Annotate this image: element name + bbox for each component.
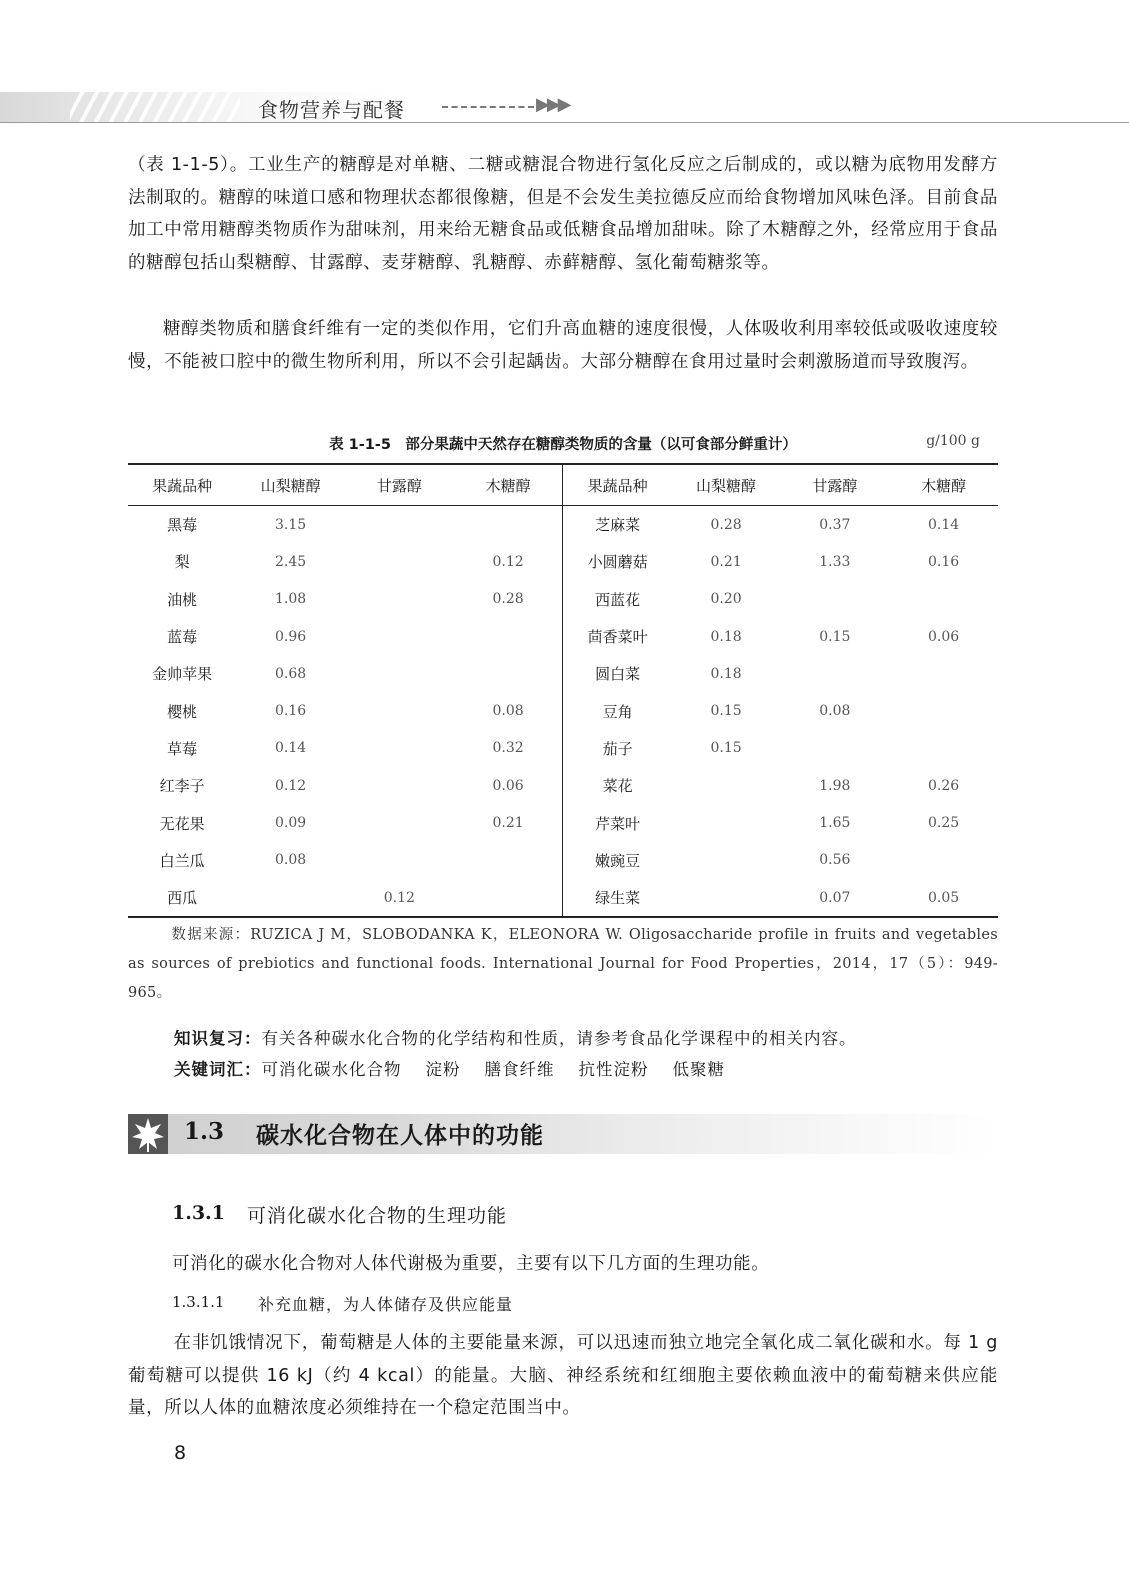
- produce-name-cell: 梨: [174, 553, 190, 572]
- body-paragraph-4: 在非饥饿情况下，葡萄糖是人体的主要能量来源，可以迅速而独立地完全氧化成二氧化碳和水。每 1 g 葡萄糖可以提供 16 kJ（约 4 kcal）的能量。大脑、神经系统和红细胞主要依赖血液中的葡萄糖来供应能量，所以人体的血糖浓度必须维持在一个稳定范围当中。: [128, 1333, 998, 1418]
- col-header: 山梨糖醇: [236, 464, 345, 506]
- value-cell: [345, 842, 454, 879]
- col-header: 甘露醇: [780, 464, 889, 506]
- header-dashes: [442, 106, 534, 108]
- produce-name-cell: 小圆蘑菇: [587, 553, 648, 572]
- value-cell: 0.07: [780, 879, 889, 917]
- knowledge-review: [174, 1025, 857, 1049]
- value-cell: [454, 655, 563, 692]
- value-cell: 0.08: [454, 692, 563, 729]
- body-paragraph-2: 糖醇类物质和膳食纤维有一定的类似作用，它们升高血糖的速度很慢，人体吸收利用率较低或吸收速度较慢，不能被口腔中的微生物所利用，所以不会引起龋齿。大部分糖醇在食用过量时会刺激肠道而导致腹泻。: [128, 319, 998, 372]
- produce-name-cell: 西蓝花: [595, 590, 641, 609]
- keywords: [174, 1056, 749, 1080]
- value-cell: 0.56: [819, 852, 851, 869]
- value-cell: 0.14: [928, 516, 960, 533]
- value-cell: [345, 543, 454, 580]
- value-cell: [236, 879, 345, 917]
- value-cell: 0.96: [274, 628, 307, 645]
- value-cell: 0.06: [928, 628, 960, 645]
- produce-name-cell: 油桃: [167, 590, 198, 609]
- produce-name-cell: 菜花: [602, 777, 633, 796]
- source-citation: RUZICA J M，SLOBODANKA K，ELEONORA W. Oligosaccharide profile in fruits and vegetables as sources of prebiotics and functional foods. International Journal for Food Properties，2014，17（5）：949-965。: [128, 927, 998, 1001]
- keywords-label: 关键词汇：: [174, 1060, 262, 1079]
- value-cell: 0.09: [274, 815, 307, 832]
- value-cell: [345, 692, 454, 729]
- value-cell: [345, 655, 454, 692]
- keyword-term: 可消化碳水化合物: [261, 1060, 402, 1079]
- table-row: [128, 730, 998, 767]
- body-paragraph-1: （表 1-1-5）。工业生产的糖醇是对单糖、二糖或糖混合物进行氢化反应之后制成的，或以糖为底物用发酵方法制取的。糖醇的味道口感和物理状态都很像糖，但是不会发生美拉德反应而给食物增加风味色泽。目前食品加工中常用糖醇类物质作为甜味剂，用来给无糖食品或低糖食品增加甜味。除了木糖醇之外，经常应用于食品的糖醇包括山梨糖醇、甘露醇、麦芽糖醇、乳糖醇、赤藓糖醇、氢化葡萄糖浆等。: [128, 155, 998, 273]
- table-row: [128, 581, 998, 618]
- value-cell: [345, 618, 454, 655]
- header-rule: [0, 122, 1129, 123]
- running-title: 食物营养与配餐: [258, 98, 405, 122]
- produce-name-cell: 金帅苹果: [152, 665, 213, 684]
- value-cell: 0.15: [710, 703, 742, 720]
- produce-name-cell: 蓝莓: [167, 628, 198, 647]
- value-cell: [345, 767, 454, 804]
- value-cell: [889, 730, 998, 767]
- produce-name-cell: 西瓜: [128, 879, 236, 917]
- sugar-alcohol-table: [128, 463, 998, 918]
- table-row: [128, 842, 998, 879]
- table-caption: [128, 433, 998, 457]
- value-cell: [672, 767, 781, 804]
- value-cell: 0.08: [274, 852, 307, 869]
- value-cell: 0.15: [710, 740, 742, 757]
- keyword-term: 低聚糖: [672, 1060, 725, 1079]
- col-header: 甘露醇: [345, 464, 454, 506]
- produce-name-cell: 樱桃: [167, 702, 198, 721]
- knowledge-review-label: 知识复习：: [174, 1029, 262, 1048]
- produce-name-cell: 芹菜叶: [595, 814, 641, 833]
- value-cell: 0.12: [454, 543, 563, 580]
- value-cell: [889, 655, 998, 692]
- value-cell: 0.15: [819, 628, 851, 645]
- table-header-row: [128, 464, 998, 506]
- value-cell: [889, 692, 998, 729]
- value-cell: 1.08: [274, 591, 307, 608]
- value-cell: [780, 730, 889, 767]
- table-row: [128, 692, 998, 729]
- value-cell: 1.98: [819, 777, 851, 794]
- table-unit: g/100 g: [926, 433, 980, 449]
- data-source-note: [128, 921, 998, 1008]
- value-cell: [345, 581, 454, 618]
- value-cell: 3.15: [274, 516, 307, 533]
- value-cell: 0.25: [928, 815, 960, 832]
- produce-name-cell: 红李子: [159, 777, 205, 796]
- produce-name-cell: 豆角: [602, 702, 633, 721]
- value-cell: [672, 879, 781, 917]
- value-cell: 0.26: [928, 777, 960, 794]
- value-cell: 0.16: [928, 553, 960, 570]
- produce-name-cell: 绿生菜: [563, 879, 672, 917]
- value-cell: 0.16: [274, 703, 307, 720]
- value-cell: [454, 879, 563, 917]
- leaf-icon: [128, 1114, 168, 1154]
- subsection-number: 1.3.1: [172, 1202, 225, 1224]
- table-title: 表 1-1-5 部分果蔬中天然存在糖醇类物质的含量（以可食部分鲜重计）: [329, 437, 797, 453]
- value-cell: [454, 506, 563, 544]
- keyword-term: 膳食纤维: [484, 1060, 555, 1079]
- value-cell: 0.12: [274, 777, 307, 794]
- table-row: [128, 655, 998, 692]
- value-cell: 0.28: [454, 581, 563, 618]
- knowledge-review-text: 有关各种碳水化合物的化学结构和性质，请参考食品化学课程中的相关内容。: [261, 1029, 857, 1048]
- value-cell: 2.45: [274, 553, 307, 570]
- produce-name-cell: 芝麻菜: [595, 516, 641, 535]
- value-cell: 0.21: [454, 804, 563, 841]
- value-cell: 0.37: [819, 516, 851, 533]
- col-header: 果蔬品种: [563, 464, 672, 506]
- value-cell: [454, 842, 563, 879]
- value-cell: [780, 655, 889, 692]
- value-cell: [889, 581, 998, 618]
- value-cell: [345, 506, 454, 544]
- value-cell: 0.08: [819, 703, 851, 720]
- produce-name-cell: 无花果: [159, 814, 205, 833]
- produce-name-cell: 白兰瓜: [159, 851, 205, 870]
- section-number: 1.3: [184, 1118, 225, 1145]
- value-cell: [672, 804, 781, 841]
- subsubsection-title: 补充血糖，为人体储存及供应能量: [258, 1295, 514, 1314]
- table-row: [128, 879, 998, 917]
- col-header: 木糖醇: [454, 464, 563, 506]
- value-cell: 0.12: [345, 879, 454, 917]
- produce-name-cell: 黑莓: [167, 516, 198, 535]
- value-cell: [889, 842, 998, 879]
- col-header: 山梨糖醇: [672, 464, 781, 506]
- produce-name-cell: 茄子: [602, 739, 633, 758]
- keyword-term: 淀粉: [425, 1060, 461, 1079]
- value-cell: 0.68: [274, 665, 307, 682]
- table-row: [128, 618, 998, 655]
- value-cell: 0.20: [710, 591, 742, 608]
- body-paragraph-3: 可消化的碳水化合物对人体代谢极为重要，主要有以下几方面的生理功能。: [172, 1254, 770, 1274]
- value-cell: 0.14: [274, 740, 307, 757]
- produce-name-cell: 圆白菜: [595, 665, 641, 684]
- table-row: [128, 543, 998, 580]
- value-cell: [454, 618, 563, 655]
- col-header: 木糖醇: [889, 464, 998, 506]
- value-cell: [345, 730, 454, 767]
- subsection-title: 可消化碳水化合物的生理功能: [247, 1205, 508, 1227]
- value-cell: [345, 804, 454, 841]
- value-cell: 1.33: [819, 553, 851, 570]
- value-cell: 0.21: [710, 553, 742, 570]
- table-row: [128, 506, 998, 544]
- arrow-icons: ▶▶▶: [536, 94, 569, 115]
- value-cell: 0.18: [710, 665, 742, 682]
- col-header: 果蔬品种: [128, 464, 236, 506]
- page-number: 8: [174, 1442, 187, 1464]
- section-title: 碳水化合物在人体中的功能: [256, 1123, 544, 1149]
- produce-name-cell: 草莓: [167, 739, 198, 758]
- value-cell: 0.32: [454, 730, 563, 767]
- produce-name-cell: 嫩豌豆: [595, 851, 641, 870]
- header-stripes: [70, 92, 240, 122]
- subsubsection-number: 1.3.1.1: [172, 1293, 225, 1311]
- value-cell: 0.18: [710, 628, 742, 645]
- produce-name-cell: 茴香菜叶: [587, 628, 648, 647]
- source-label: 数据来源：: [171, 927, 251, 943]
- value-cell: [780, 581, 889, 618]
- value-cell: 1.65: [819, 815, 851, 832]
- table-row: [128, 804, 998, 841]
- table-row: [128, 767, 998, 804]
- value-cell: 0.06: [454, 767, 563, 804]
- value-cell: [672, 842, 781, 879]
- value-cell: 0.05: [889, 879, 998, 917]
- value-cell: 0.28: [710, 516, 742, 533]
- keyword-term: 抗性淀粉: [578, 1060, 649, 1079]
